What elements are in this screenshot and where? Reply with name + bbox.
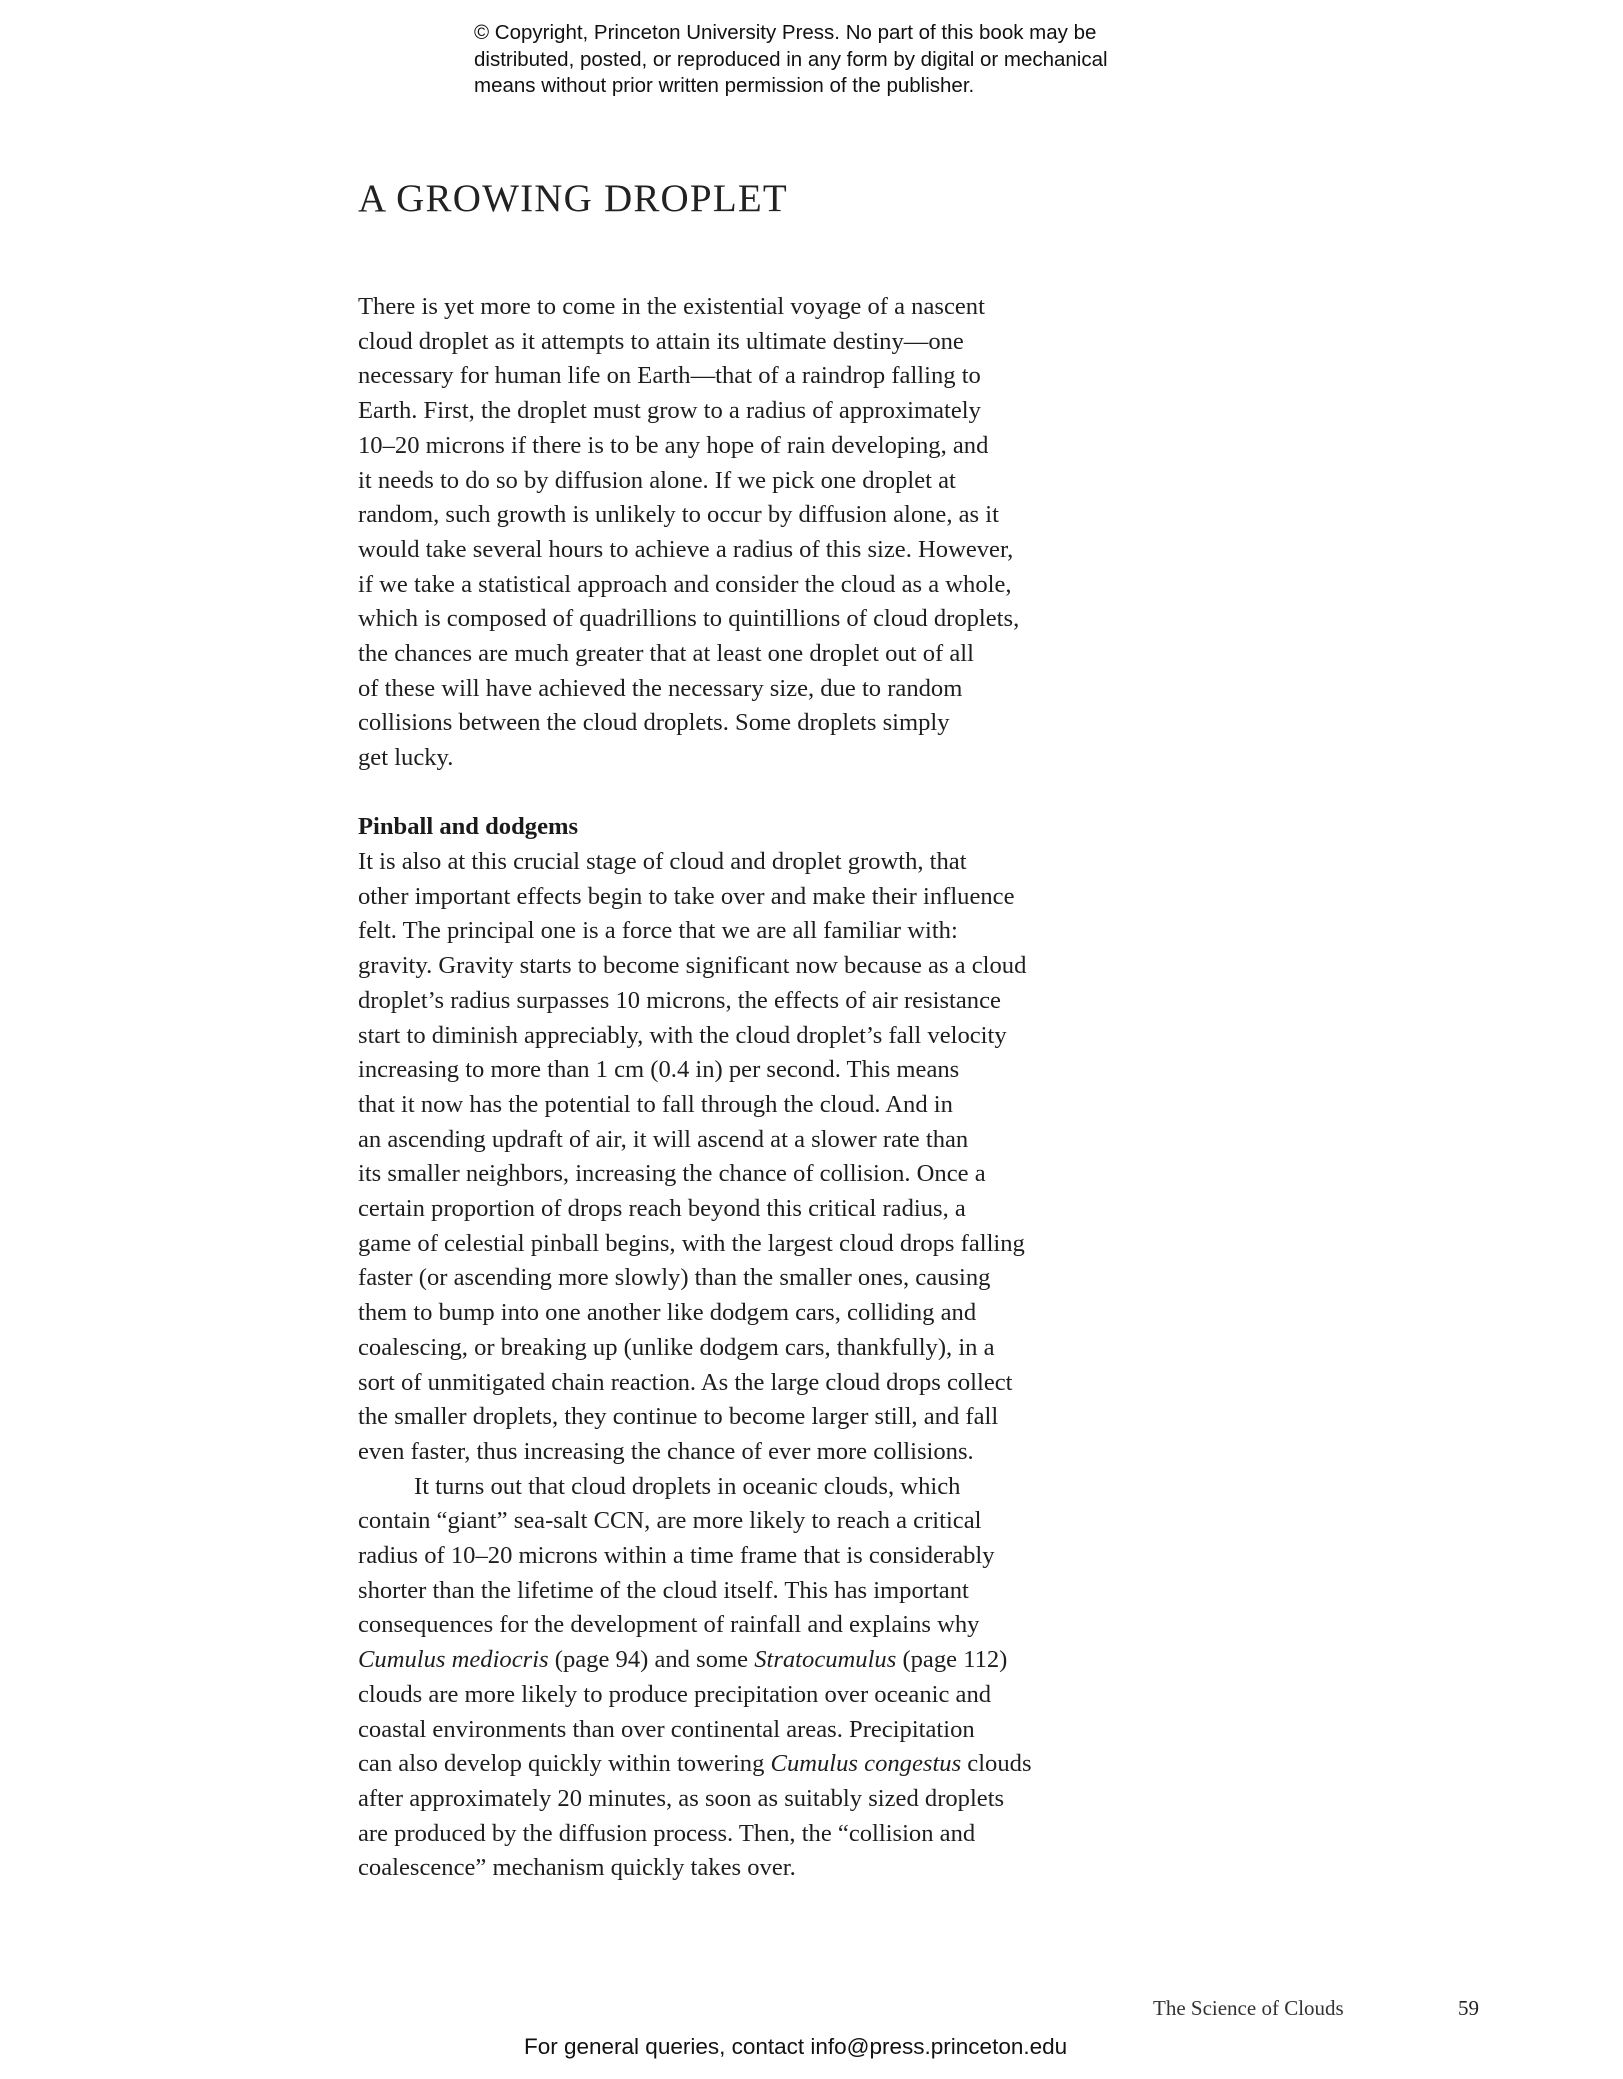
copyright-line: means without prior written permission of the publisher. xyxy=(474,74,975,97)
text-line: radius of 10–20 microns within a time frame that is considerably xyxy=(358,1542,995,1570)
text-line: It turns out that cloud droplets in oceanic clouds, which xyxy=(414,1472,961,1500)
text-line: clouds are more likely to produce precipitation over oceanic and xyxy=(358,1680,992,1708)
text-line: felt. The principal one is a force that we are all familiar with: xyxy=(358,917,958,945)
text-line: would take several hours to achieve a radius of this size. However, xyxy=(358,535,1014,563)
text-line: necessary for human life on Earth—that of a raindrop falling to xyxy=(358,362,981,390)
text-run: clouds xyxy=(961,1750,1032,1778)
text-line: shorter than the lifetime of the cloud itself. This has important xyxy=(358,1576,969,1604)
text-line: game of celestial pinball begins, with the largest cloud drops falling xyxy=(358,1229,1025,1257)
text-line: contain “giant” sea-salt CCN, are more likely to reach a critical xyxy=(358,1507,982,1535)
text-line xyxy=(358,1643,1118,1678)
text-line: coastal environments than over continental areas. Precipitation xyxy=(358,1715,975,1743)
text-line: It is also at this crucial stage of cloud and droplet growth, that xyxy=(358,848,967,875)
section-body xyxy=(358,845,1118,1886)
text-line: faster (or ascending more slowly) than the smaller ones, causing xyxy=(358,1264,991,1292)
page-number: 59 xyxy=(1458,1996,1479,2020)
text-line: There is yet more to come in the existential voyage of a nascent xyxy=(358,293,985,320)
text-line: get lucky. xyxy=(358,744,454,772)
text-line: are produced by the diffusion process. Then, the “collision and xyxy=(358,1819,976,1847)
text-line: that it now has the potential to fall through the cloud. And in xyxy=(358,1090,953,1118)
text-line: if we take a statistical approach and consider the cloud as a whole, xyxy=(358,570,1012,598)
text-line: it needs to do so by diffusion alone. If we pick one droplet at xyxy=(358,466,956,494)
text-line: coalescing, or breaking up (unlike dodgem cars, thankfully), in a xyxy=(358,1333,995,1361)
text-line: even faster, thus increasing the chance of ever more collisions. xyxy=(358,1437,974,1465)
text-line: the chances are much greater that at least one droplet out of all xyxy=(358,640,974,668)
copyright-line: © Copyright, Princeton University Press. No part of this book may be xyxy=(474,21,1097,44)
copyright-notice xyxy=(474,20,1214,100)
text-run: can also develop quickly within towering xyxy=(358,1750,771,1778)
chapter-title: A GROWING DROPLET xyxy=(358,177,788,220)
species-name: Cumulus congestus xyxy=(770,1750,962,1778)
text-line: of these will have achieved the necessary size, due to random xyxy=(358,674,963,702)
text-line: sort of unmitigated chain reaction. As the large cloud drops collect xyxy=(358,1368,1013,1396)
text-line: after approximately 20 minutes, as soon as suitably sized droplets xyxy=(358,1784,1005,1812)
running-head: The Science of Clouds xyxy=(1153,1996,1344,2020)
text-line: an ascending updraft of air, it will ascend at a slower rate than xyxy=(358,1125,969,1153)
text-line: start to diminish appreciably, with the cloud droplet’s fall velocity xyxy=(358,1021,1007,1049)
text-line: droplet’s radius surpasses 10 microns, the effects of air resistance xyxy=(358,986,1001,1014)
text-line: 10–20 microns if there is to be any hope of rain developing, and xyxy=(358,431,989,459)
text-run: (page 94) and some xyxy=(548,1646,755,1674)
text-line: certain proportion of drops reach beyond this critical radius, a xyxy=(358,1195,966,1223)
text-line: coalescence” mechanism quickly takes over. xyxy=(358,1854,796,1882)
text-line xyxy=(358,1747,1118,1782)
text-line: consequences for the development of rainfall and explains why xyxy=(358,1611,980,1639)
species-name: Cumulus mediocris xyxy=(358,1646,549,1674)
text-line: the smaller droplets, they continue to become larger still, and fall xyxy=(358,1403,999,1431)
copyright-line: distributed, posted, or reproduced in any form by digital or mechanical xyxy=(474,47,1108,71)
text-line: gravity. Gravity starts to become significant now because as a cloud xyxy=(358,952,1027,980)
text-line: cloud droplet as it attempts to attain its ultimate destiny—one xyxy=(358,327,964,355)
text-line: its smaller neighbors, increasing the chance of collision. Once a xyxy=(358,1160,986,1188)
species-name: Stratocumulus xyxy=(754,1646,897,1674)
text-line: Earth. First, the droplet must grow to a radius of approximately xyxy=(358,397,981,425)
text-line: increasing to more than 1 cm (0.4 in) per second. This means xyxy=(358,1056,960,1084)
text-line: random, such growth is unlikely to occur by diffusion alone, as it xyxy=(358,501,999,529)
text-line: other important effects begin to take over and make their influence xyxy=(358,882,1015,910)
intro-paragraph xyxy=(358,290,1118,776)
section-heading: Pinball and dodgems xyxy=(358,813,579,840)
text-line: them to bump into one another like dodgem cars, colliding and xyxy=(358,1299,977,1327)
text-run: (page 112) xyxy=(896,1646,1008,1674)
text-line: collisions between the cloud droplets. Some droplets simply xyxy=(358,709,950,737)
text-line: which is composed of quadrillions to quintillions of cloud droplets, xyxy=(358,605,1020,633)
footer-contact: For general queries, contact info@press.princeton.edu xyxy=(524,2034,1068,2059)
